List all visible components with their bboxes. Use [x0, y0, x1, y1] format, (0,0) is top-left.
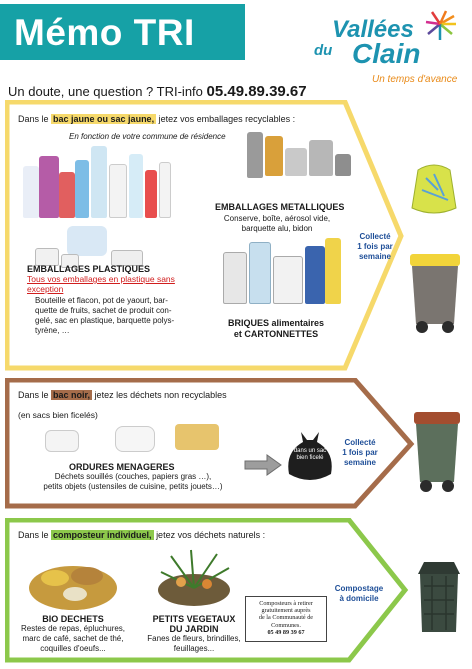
- yellow-section: [5, 100, 399, 370]
- recycling-bag-yellow: [404, 160, 464, 216]
- plastic-description: Bouteille et flacon, pot de yaourt, bar- quette de fruits, sachet de produit con- gelé, sac en plastique, barquette polys- tyrène, …: [35, 296, 175, 335]
- compost-bin: [414, 556, 464, 636]
- logo-text-clain: Clain: [352, 38, 421, 69]
- yellow-collection-frequency: Collecté 1 fois par semaine: [357, 232, 393, 261]
- yellow-section-intro: Dans le bac jaune ou sac jaune, jetez vos emballages recyclables :: [18, 114, 296, 124]
- household-waste-title: ORDURES MENAGERES: [69, 462, 175, 472]
- logo-text-vallees: Vallées: [332, 16, 414, 43]
- metal-title: EMBALLAGES METALLIQUES: [215, 202, 345, 212]
- logo: [312, 8, 468, 88]
- commune-note: En fonction de votre commune de résidence: [69, 132, 226, 141]
- briques-title: BRIQUES alimentaires et CARTONNETTES: [227, 318, 325, 339]
- compost-label: Compostage à domicile: [334, 584, 384, 603]
- composter-phone: 05 49 89 39 67: [267, 628, 305, 636]
- logo-text-du: du: [314, 42, 333, 59]
- metal-description: Conserve, boîte, aérosol vide, barquette alu, bidon: [223, 214, 331, 233]
- black-collection-frequency: Collecté 1 fois par semaine: [342, 438, 378, 467]
- compost-highlight: composteur individuel,: [53, 530, 152, 540]
- bio-waste-title: BIO DECHETS: [42, 614, 104, 624]
- garbage-bag-icon: dans un sac bien ficelé: [283, 426, 337, 484]
- arrow-right-icon: [243, 454, 283, 476]
- plastic-title: EMBALLAGES PLASTIQUES: [27, 264, 151, 274]
- info-line: [8, 83, 307, 100]
- metal-cans-image: [243, 130, 353, 190]
- black-section: [5, 378, 415, 508]
- cartons-image: [221, 236, 345, 308]
- info-phone: 05.49.89.39.67: [206, 83, 307, 100]
- recycling-bin-yellow: [406, 250, 464, 334]
- garden-waste-image: [151, 548, 237, 608]
- info-question: Un doute, une question ? TRI-info: [8, 84, 203, 99]
- plastic-note: Tous vos emballages en plastique sans exception: [27, 274, 175, 294]
- plastic-bottles-image: [19, 146, 175, 224]
- bio-waste-description: Restes de repas, épluchures, marc de café, sachet de thé, coquilles d'oeufs...: [20, 624, 126, 653]
- garden-waste-title: PETITS VEGETAUX DU JARDIN: [152, 614, 236, 634]
- composter-info-box: Composteurs à retirer gratuitement auprès de la Communauté de Communes. 05 49 89 39 67: [245, 596, 327, 642]
- yellow-bin-highlight: bac jaune ou sac jaune,: [53, 114, 155, 124]
- garden-waste-description: Fanes de fleurs, brindilles, feuillages...: [147, 634, 241, 653]
- green-section-intro: Dans le composteur individuel, jetez vos déchets naturels :: [18, 530, 266, 540]
- household-waste-description: Déchets souillés (couches, papiers gras …), petits objets (ustensiles de cuisine, petits jouets…): [43, 472, 223, 491]
- household-waste-image: [45, 422, 225, 454]
- title-banner: [0, 4, 245, 60]
- black-section-intro: Dans le bac noir, jetez les déchets non recyclables: [18, 390, 227, 400]
- trash-bin-black: [412, 408, 462, 494]
- black-bin-highlight: bac noir,: [53, 390, 91, 400]
- bags-note: (en sacs bien ficelés): [18, 410, 98, 420]
- green-section: [5, 518, 409, 664]
- bio-waste-image: [25, 548, 121, 612]
- page-title: Mémo TRI: [14, 12, 195, 53]
- logo-tagline: Un temps d'avance: [372, 74, 458, 85]
